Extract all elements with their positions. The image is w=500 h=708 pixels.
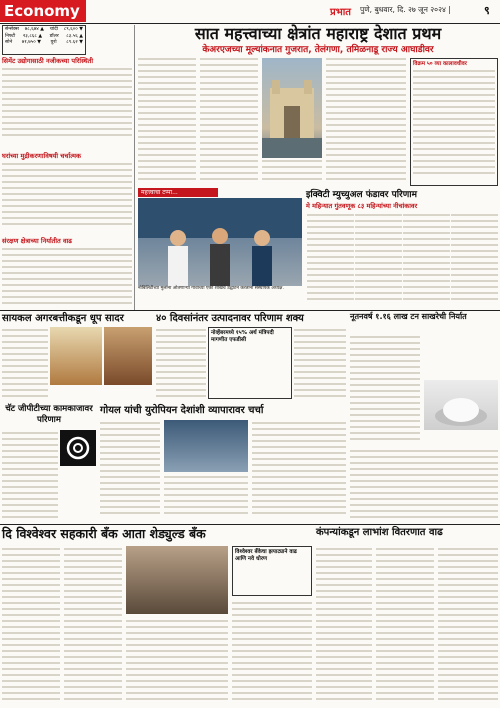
market-value: ७१,७५० ▼ [21,40,41,45]
chatgpt-body [2,430,58,520]
article-body-cement [2,66,132,146]
page-header [0,0,500,22]
openai-icon [60,430,96,466]
goyal-body-3 [252,420,346,520]
event-photo [138,198,302,286]
goyal-body-1 [100,420,160,520]
days40-body-1 [156,327,206,399]
days40-headline: ४० दिवसांनंतर उत्पादनावर परिणाम शक्य [156,313,304,324]
sugar-illustration [424,380,498,430]
market-name: सेन्सेक्स [5,27,19,32]
goyal-headline: गोयल यांची युरोपियन देशांशी व्यापारावर चर्चा [100,405,264,416]
lead-headline: सात महत्त्वाच्या क्षेत्रांत महाराष्ट्र देशात प्रथम [194,24,442,43]
days40-box-title: नोव्हेंबरमध्ये १५% अर्थ मंत्रिपदी मागणीत एफडीसी [211,330,274,343]
bank-headline: दि विश्वेश्वर सहकारी बँक आता शेड्युल्ड बँक [2,526,206,541]
bank-box [232,546,312,596]
cycle-photo [50,327,102,385]
section-rule [0,310,500,311]
market-name: चांदी [49,27,58,32]
nov-body [350,334,420,444]
market-value: ८९,६०० ▼ [63,27,83,32]
headline-defence: संरक्षण क्षेत्राच्या निर्यातीत वाढ [2,237,72,245]
dividend-body-2 [376,546,434,704]
teaser-strip: महत्त्वाचा टप्पा... [138,188,218,197]
article-body-defence [2,246,132,308]
dividend-body-3 [438,546,498,704]
lead-body-col2 [200,58,258,186]
bank-box-title: विश्वेश्वर बँकेचा झपाट्याने वाढ आणि नवे धोरण [235,549,297,562]
gateway-photo [262,58,322,158]
mf-subheadline: मे महिन्यात गुंतवणूक ८३ महिन्यांच्या नीचांकावर [306,202,418,210]
lead-body-col4 [326,58,406,186]
sidebox-title: विक्रम ५० व्या कालावधीवर [413,61,467,67]
chatgpt-headline: चॅट जीपीटीच्या कामकाजावर परिणाम [5,404,93,425]
market-name: सोने [5,40,13,45]
market-name: निफ्टी [5,33,16,39]
cycle-photo-2 [104,327,152,385]
days40-box [208,327,292,399]
market-value: ७८,६७४ ▲ [24,27,44,32]
issue-date: पुणे, बुधवार, दि. २७ जून २०२४ | [360,5,451,14]
chatgpt-logo [60,430,96,466]
photo-caption: नोबिलिटीच्या मुलांना ओतणाऱ्या गावाच्या एका शाखेचे उद्घाटन करताना संस्थापक अध्यक्ष. [138,286,284,291]
bank-body-4 [232,600,312,704]
market-name: युरो [50,40,57,45]
article-body-housing [2,161,132,231]
mf-headline: इक्विटी म्युच्युअल फंडावर परिणाम [306,190,417,200]
market-value: २३,८६८ ▲ [22,33,43,39]
sidebox-body [413,68,495,180]
page-number: ९ [484,4,490,17]
dividend-headline: कंपन्यांकडून लाभांश वितरणात वाढ [316,527,443,538]
people-illustration [138,198,302,286]
cycle-body [2,327,48,399]
section-rule-2 [0,524,500,525]
headline-cement: सिमेंट उद्योगासाठी नजीकच्या परिस्थिती [2,57,94,65]
bank-photo [126,546,228,614]
bank-body-1 [2,546,60,704]
brand-logo: प्रभात [330,7,352,18]
lead-body-col1 [138,58,196,186]
bank-body-3 [126,618,228,704]
sugar-photo [424,380,498,430]
gateway-illustration [262,58,322,158]
nov-headline: नूतनवर्ष १.१६ लाख टन साखरेची निर्यात [350,312,467,321]
goyal-body-2 [164,474,248,520]
column-divider [134,25,135,310]
market-box [2,25,86,55]
section-label: Economy [0,0,86,22]
market-value: ८९.६२ ▼ [66,40,83,45]
dividend-body-1 [316,546,372,704]
days40-body-2 [294,327,346,399]
market-name: डॉलर [49,33,59,39]
nov-body-2 [350,448,498,520]
lead-subheadline: केअरएजच्या मूल्यांकनात गुजरात, तेलंगणा, तमिळनाडू राज्य आघाडीवर [202,45,434,55]
sidebox [410,58,498,186]
mf-body [306,212,498,304]
headline-housing: घरांच्या मुद्रीकरणाविषयी चर्चात्मक [2,152,81,160]
lead-body-col3 [262,160,322,186]
cycle-headline: सायकल अगरबत्तीकडून धूप सादर [2,313,124,324]
bank-body-2 [64,546,122,704]
goyal-photo [164,420,248,472]
market-value: ८३.५६ ▲ [66,33,83,39]
